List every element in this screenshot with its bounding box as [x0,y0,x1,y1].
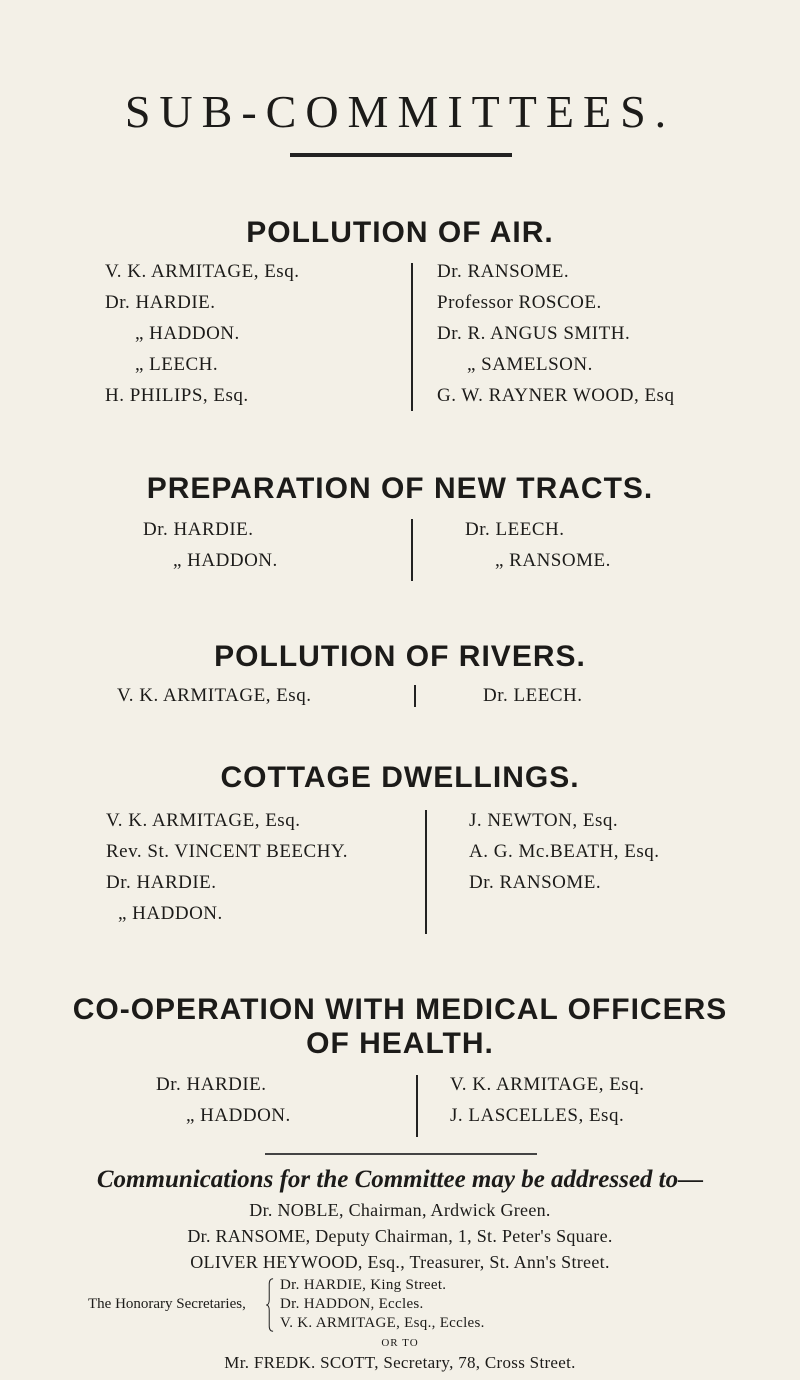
member-name: Dr. RANSOME. [469,872,602,893]
medical-right-column [450,1069,644,1131]
chairman-line: Dr. NOBLE, Chairman, Ardwick Green. [249,1200,551,1220]
member-name: V. K. ARMITAGE, Esq. [106,810,301,831]
divider-rule [265,1153,537,1155]
tracts-left-column [143,514,278,576]
section-heading-tracts: PREPARATION OF NEW TRACTS. [146,472,654,505]
communications-heading: Communications for the Committee may be addressed to— [96,1166,704,1193]
air-right-column [437,256,674,411]
member-name: „ HADDON. [173,550,278,571]
member-name: A. G. Mc.BEATH, Esq. [469,841,660,862]
member-name: „ HADDON. [118,903,223,924]
member-name: H. PHILIPS, Esq. [105,385,249,406]
section-heading-medical-line2: OF HEALTH. [306,1027,494,1060]
column-divider [416,1075,418,1137]
tracts-right-column [465,514,611,576]
member-name: „ SAMELSON. [467,354,593,375]
column-divider [411,263,413,411]
final-secretary-line: Mr. FREDK. SCOTT, Secretary, 78, Cross Street. [224,1353,576,1372]
section-heading-rivers: POLLUTION OF RIVERS. [214,640,586,673]
secretary-entry: Dr. HADDON, Eccles. [280,1296,424,1312]
page-title: SUB-COMMITTEES. [124,86,676,137]
secretaries-label: The Honorary Secretaries, [88,1296,246,1312]
member-name: V. K. ARMITAGE, Esq. [117,685,312,706]
member-name: Dr. HARDIE. [156,1074,267,1095]
section-heading-medical-line1: CO-OPERATION WITH MEDICAL OFFICERS [72,993,728,1026]
member-name: Dr. HARDIE. [105,292,216,313]
column-divider [414,685,416,707]
member-name: Dr. RANSOME. [437,261,570,282]
medical-left-column [156,1069,291,1131]
member-name: Dr. HARDIE. [106,872,217,893]
column-divider [411,519,413,581]
secretary-entry: V. K. ARMITAGE, Esq., Eccles. [280,1315,485,1331]
member-name: Dr. R. ANGUS SMITH. [437,323,631,344]
dwellings-right-column [469,805,660,898]
section-heading-air: POLLUTION OF AIR. [246,216,554,249]
member-name: Dr. HARDIE. [143,519,254,540]
member-name: „ RANSOME. [495,550,611,571]
rivers-left-column [117,680,311,711]
secretaries-list [280,1276,485,1333]
deputy-chairman-line: Dr. RANSOME, Deputy Chairman, 1, St. Peter's Square. [187,1226,613,1246]
member-name: Professor ROSCOE. [437,292,602,313]
member-name: „ HADDON. [135,323,240,344]
column-divider [425,810,427,934]
member-name: J. NEWTON, Esq. [469,810,619,831]
or-to-label: OR TO [381,1337,419,1349]
secretary-entry: Dr. HARDIE, King Street. [280,1277,447,1293]
member-name: Dr. LEECH. [465,519,565,540]
member-name: „ LEECH. [135,354,219,375]
treasurer-line: OLIVER HEYWOOD, Esq., Treasurer, St. Ann's Street. [190,1252,610,1272]
member-name: Rev. St. VINCENT BEECHY. [106,841,348,862]
brace-icon [265,1278,275,1332]
member-name: G. W. RAYNER WOOD, Esq [437,385,675,406]
rivers-right-column [483,680,582,711]
title-rule [290,153,512,157]
air-left-column [105,256,299,411]
member-name: V. K. ARMITAGE, Esq. [450,1074,645,1095]
dwellings-left-column [106,805,348,929]
section-heading-dwellings: COTTAGE DWELLINGS. [220,761,580,794]
member-name: J. LASCELLES, Esq. [450,1105,625,1126]
member-name: V. K. ARMITAGE, Esq. [105,261,300,282]
member-name: Dr. LEECH. [483,685,583,706]
member-name: „ HADDON. [186,1105,291,1126]
